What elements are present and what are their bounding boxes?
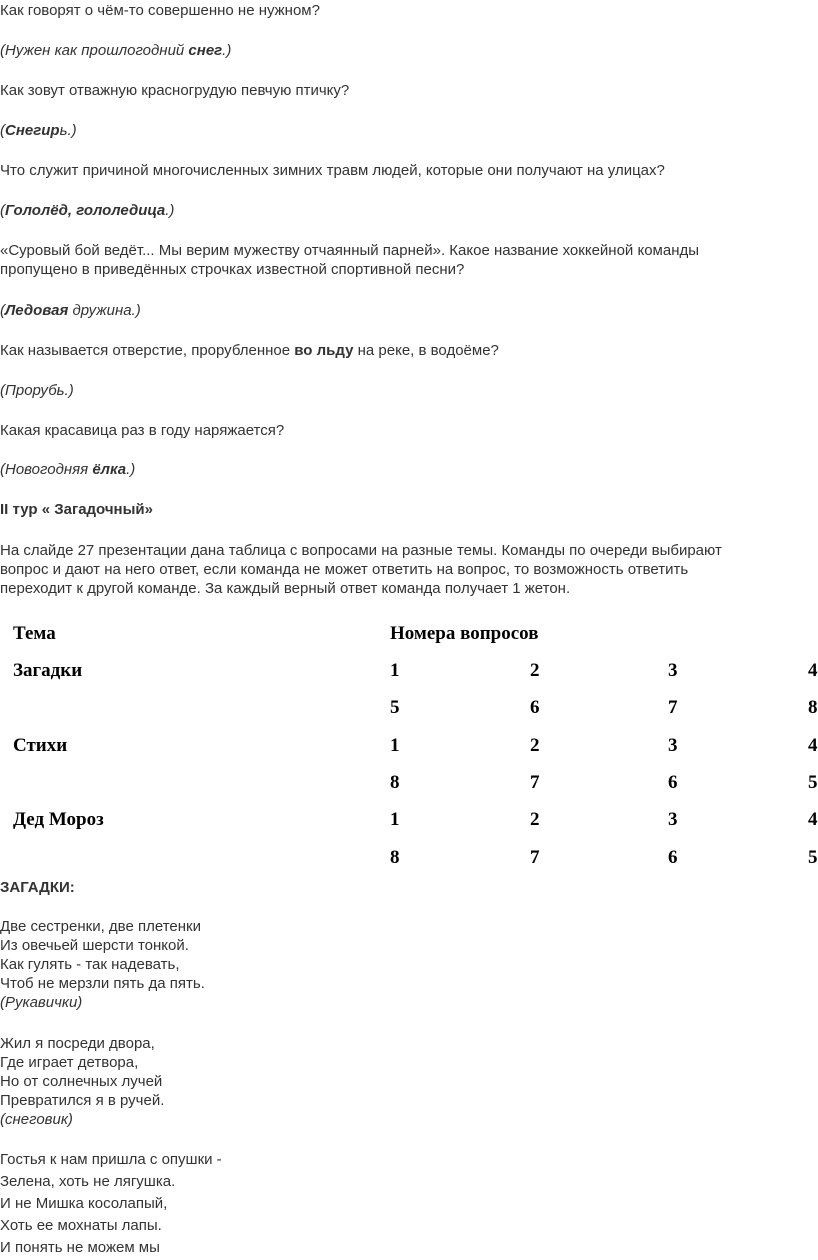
answer-keyword: Гололёд, гололедица	[5, 202, 166, 219]
table-question-number: 8	[808, 697, 818, 719]
answer-4	[0, 301, 141, 320]
table-question-number: 1	[390, 809, 400, 831]
answer-keyword: Ледовая	[5, 302, 69, 319]
table-question-number: 7	[668, 697, 678, 719]
answer-keyword: ёлка	[92, 461, 127, 478]
table-question-number: 8	[390, 846, 400, 868]
table-header-numbers: Номера вопросов	[390, 623, 539, 644]
question-3: Что служит причиной многочисленных зимних травм людей, которые они получают на улицах?	[0, 162, 665, 179]
answer-text: .)	[222, 42, 232, 59]
riddle-line: Хоть ее мохнаты лапы.	[0, 1217, 162, 1234]
riddle-line: Чтоб не мерзли пять да пять.	[0, 975, 205, 992]
answer-2	[0, 121, 77, 140]
question-text: Как называется отверстие, прорубленное	[0, 342, 295, 359]
question-5	[0, 341, 499, 360]
table-question-number: 5	[808, 846, 818, 868]
question-keyword: во льду	[294, 342, 354, 359]
table-question-number: 4	[808, 660, 818, 681]
round-2-description-line-3: переходит к другой команде. За каждый верный ответ команда получает 1 жетон.	[0, 580, 571, 597]
riddle-line: Гостья к нам пришла с опушки -	[0, 1151, 222, 1168]
table-question-number: 4	[808, 734, 818, 756]
round-2-heading: II тур « Загадочный»	[0, 501, 153, 518]
riddle-line: Жил я посреди двора,	[0, 1035, 155, 1052]
question-1: Как говорят о чём-то совершенно не нужном?	[0, 2, 320, 19]
riddle-line: Как гулять - так надевать,	[0, 956, 180, 973]
question-4-line-1: «Суровый бой ведёт... Мы верим мужеству отчаянный парней». Какое название хоккейной команды	[0, 242, 700, 259]
table-question-number: 3	[668, 660, 678, 681]
answer-text: (Нужен как прошлогодний	[0, 42, 189, 59]
riddle-line: Две сестренки, две плетенки	[0, 918, 201, 935]
answer-text: .)	[126, 461, 136, 478]
table-question-number: 8	[390, 771, 400, 793]
table-question-number: 2	[530, 660, 540, 681]
answer-text: (Новогодняя	[0, 461, 93, 478]
table-question-number: 6	[668, 771, 678, 793]
riddle-line: Где играет детвора,	[0, 1054, 139, 1071]
answer-1	[0, 41, 231, 60]
table-question-number: 2	[530, 809, 540, 831]
answer-text: ь.)	[59, 122, 77, 139]
table-question-number: 1	[390, 734, 400, 756]
riddle-line: Но от солнечных лучей	[0, 1073, 163, 1090]
question-2: Как зовут отважную красногрудую певчую птичку?	[0, 82, 350, 99]
table-question-number: 3	[668, 734, 678, 756]
table-question-number: 6	[530, 697, 540, 719]
table-row-topic: Загадки	[13, 660, 83, 681]
table-question-number: 5	[390, 697, 400, 719]
answer-keyword: снег	[188, 42, 223, 59]
riddle-line: И понять не можем мы	[0, 1239, 160, 1256]
table-question-number: 3	[668, 809, 678, 831]
table-question-number: 6	[668, 846, 678, 868]
answer-keyword: Снегир	[5, 122, 60, 139]
table-row-topic: Стихи	[13, 734, 68, 756]
table-question-number: 4	[808, 809, 818, 831]
question-6: Какая красавица раз в году наряжается?	[0, 422, 285, 439]
round-2-description-line-1: На слайде 27 презентации дана таблица с вопросами на разные темы. Команды по очереди выбирают	[0, 542, 722, 559]
table-question-number: 7	[530, 771, 540, 793]
table-question-number: 5	[808, 771, 818, 793]
question-4-line-2: пропущено в приведённых строчках известной спортивной песни?	[0, 261, 465, 278]
answer-text: (	[0, 302, 5, 319]
riddle-1-answer: (Рукавички)	[0, 994, 83, 1011]
table-header-topic: Тема	[13, 623, 56, 644]
riddle-line: Зелена, хоть не лягушка.	[0, 1173, 176, 1190]
answer-text: (	[0, 122, 5, 139]
riddles-heading: ЗАГАДКИ:	[0, 879, 75, 896]
riddle-line: И не Мишка косолапый,	[0, 1195, 168, 1212]
table-question-number: 1	[390, 660, 400, 681]
answer-text: (	[0, 202, 5, 219]
table-question-number: 2	[530, 734, 540, 756]
table-question-number: 7	[530, 846, 540, 868]
riddle-2-answer: (снеговик)	[0, 1111, 73, 1128]
riddle-line: Из овечьей шерсти тонкой.	[0, 937, 189, 954]
question-text: на реке, в водоёме?	[353, 342, 499, 359]
round-2-description-line-2: вопрос и дают на него ответ, если команда не может ответить на вопрос, то возможность ответить	[0, 561, 689, 578]
table-row-topic: Дед Мороз	[13, 809, 104, 831]
answer-3	[0, 201, 174, 220]
answer-5: (Прорубь.)	[0, 382, 74, 399]
answer-text: .)	[165, 202, 175, 219]
answer-6	[0, 460, 135, 479]
answer-text: дружина.)	[68, 302, 141, 319]
riddle-line: Превратился я в ручей.	[0, 1092, 165, 1109]
